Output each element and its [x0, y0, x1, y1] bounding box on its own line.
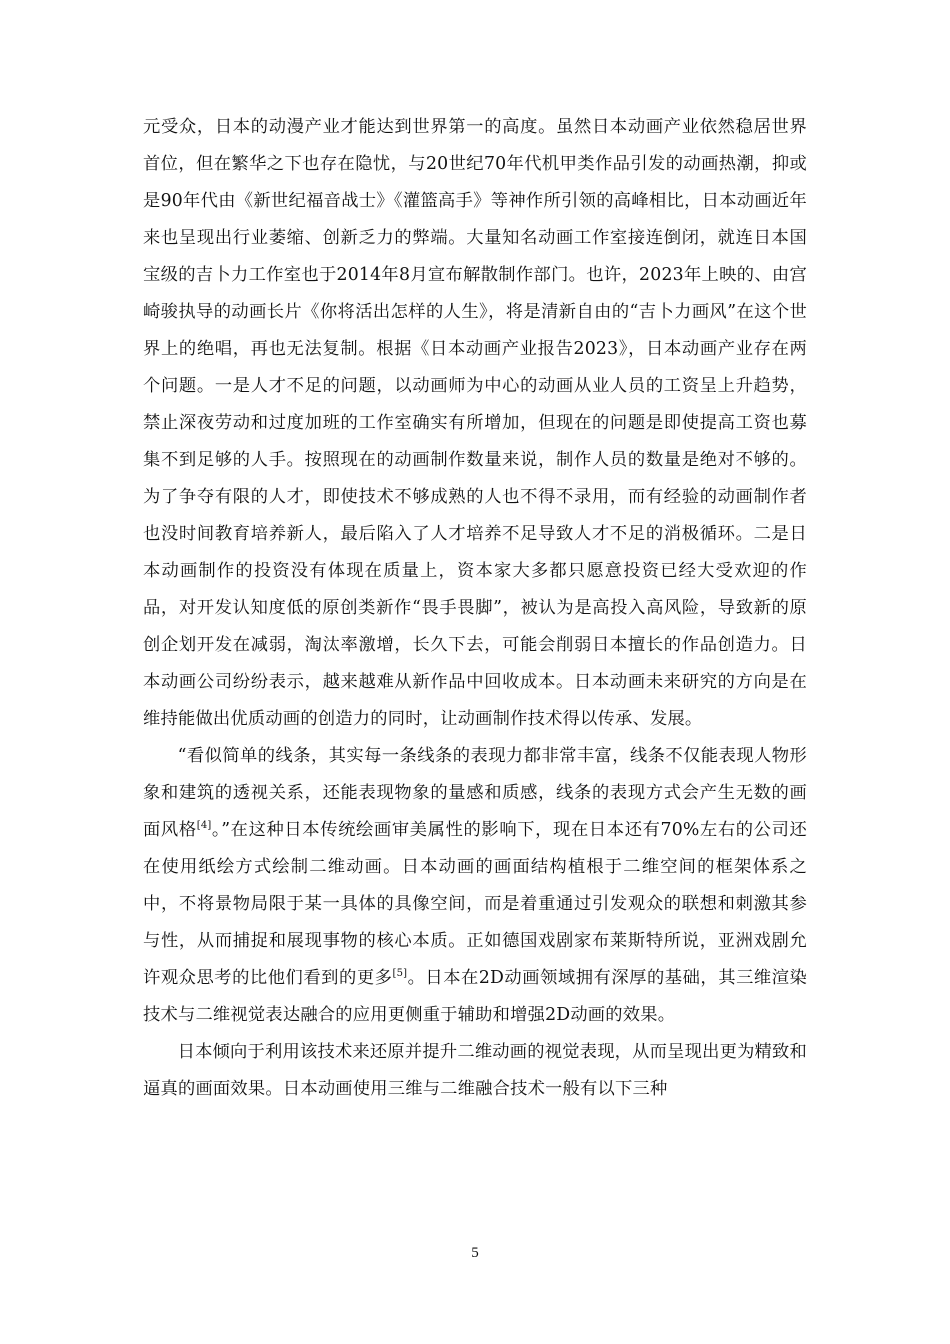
- paragraph-2: [143, 738, 807, 1034]
- page-number: 5: [471, 1245, 479, 1261]
- paragraph-text: 元受众，日本的动漫产业才能达到世界第一的高度。虽然日本动画产业依然稳居世界首位，但在繁华之下也存在隐忧，与20世纪70年代机甲类作品引发的动画热潮，抑或是90年代由《新世纪福音战士》《灌篮高手》等神作所引领的高峰相比，日本动画近年来也呈现出行业萎缩、创新乏力的弊端。大量知名动画工作室接连倒闭，就连日本国宝级的吉卜力工作室也于2014年8月宣布解散制作部门。也许，2023年上映的、由宫崎骏执导的动画长片《你将活出怎样的人生》，将是清新自由的“吉卜力画风”在这个世界上的绝唱，再也无法复制。根据《日本动画产业报告2023》，日本动画产业存在两个问题。一是人才不足的问题，以动画师为中心的动画从业人员的工资呈上升趋势，禁止深夜劳动和过度加班的工作室确实有所增加，但现在的问题是即使提高工资也募集不到足够的人手。按照现在的动画制作数量来说，制作人员的数量是绝对不够的。为了争夺有限的人才，即使技术不够成熟的人也不得不录用，而有经验的动画制作者也没时间教育培养新人，最后陷入了人才培养不足导致人才不足的消极循环。二是日本动画制作的投资没有体现在质量上，资本家大多都只愿意投资已经大受欢迎的作品，对开发认知度低的原创类新作“畏手畏脚”，被认为是高投入高风险，导致新的原创企划开发在减弱，淘汰率激增，长久下去，可能会削弱日本擅长的作品创造力。日本动画公司纷纷表示，越来越难从新作品中回收成本。日本动画未来研究的方向是在维持能做出优质动画的创造力的同时，让动画制作技术得以传承、发展。: [143, 117, 807, 729]
- paragraph-text: “看似简单的线条，其实每一条线条的表现力都非常丰富，线条不仅能表现人物形象和建筑的透视关系，还能表现物象的量感和质感，线条的表现方式会产生无数的画面风格: [143, 746, 807, 840]
- body-text: [143, 109, 807, 1108]
- paragraph-text: 。”在这种日本传统绘画审美属性的影响下，现在日本还有70%左右的公司还在使用纸绘方式绘制二维动画。日本动画的画面结构植根于二维空间的框架体系之中，不将景物局限于某一具体的具像空间，而是着重通过引发观众的联想和刺激其参与性，从而捕捉和展现事物的核心本质。正如德国戏剧家布莱斯特所说，亚洲戏剧允许观众思考的比他们看到的更多: [143, 820, 807, 988]
- citation-marker: [5]: [392, 968, 408, 980]
- paragraph-text: 。日本在2D动画领域拥有深厚的基础，其三维渲染技术与二维视觉表达融合的应用更侧重于辅助和增强2D动画的效果。: [143, 968, 808, 1025]
- paragraph-1: [143, 109, 807, 738]
- paragraph-3: [143, 1034, 807, 1108]
- paragraph-text: 日本倾向于利用该技术来还原并提升二维动画的视觉表现，从而呈现出更为精致和逼真的画面效果。日本动画使用三维与二维融合技术一般有以下三种: [143, 1042, 807, 1099]
- citation-marker: [4]: [196, 820, 212, 832]
